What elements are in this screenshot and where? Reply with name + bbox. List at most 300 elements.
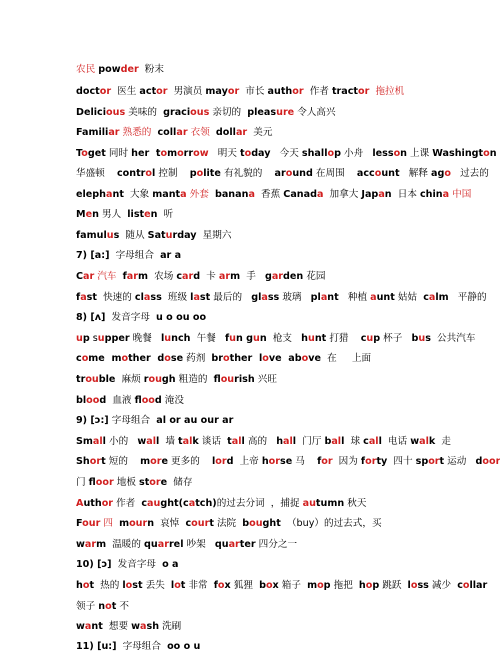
text-segment: 的过去分词 ，捕捉 bbox=[216, 498, 303, 509]
text-segment: Sh bbox=[76, 456, 90, 467]
text-segment: c bbox=[423, 292, 429, 303]
text-segment: doll bbox=[215, 127, 236, 138]
text-segment: ou bbox=[249, 518, 263, 529]
text-segment: cl bbox=[134, 292, 144, 303]
text-segment: sh bbox=[146, 621, 160, 632]
text-segment: se bbox=[170, 353, 184, 364]
text-segment: 领子 bbox=[76, 601, 99, 612]
text-segment: 外套 bbox=[186, 189, 215, 200]
text-segment: a bbox=[84, 621, 92, 632]
text-segment: ve ab bbox=[268, 353, 302, 364]
text-segment: t bbox=[89, 580, 95, 591]
text-segment: （buy）的过去式，买 bbox=[280, 518, 382, 529]
text-segment: w bbox=[410, 436, 420, 447]
text-segment: a bbox=[428, 292, 436, 303]
text-segment: u bbox=[165, 230, 173, 241]
text-segment: 今天 bbox=[270, 148, 302, 159]
text-segment: fl bbox=[134, 395, 142, 406]
text-segment: 午餐 bbox=[190, 333, 225, 344]
text-segment: or bbox=[227, 86, 240, 97]
text-segment: nt bbox=[314, 333, 327, 344]
text-segment: p bbox=[323, 580, 331, 591]
text-segment: c bbox=[363, 436, 369, 447]
text-segment: ow bbox=[193, 148, 209, 159]
text-segment: p bbox=[372, 580, 380, 591]
text-segment: Washingt bbox=[432, 148, 484, 159]
section-heading-text: 8) [ʌ] bbox=[76, 312, 106, 323]
text-segment: al bbox=[146, 436, 156, 447]
text-segment: 姑姑 bbox=[394, 292, 424, 303]
text-segment: t bbox=[240, 148, 245, 159]
text-line bbox=[76, 476, 480, 489]
text-segment: ar bbox=[157, 539, 169, 550]
text-segment: o bbox=[145, 168, 153, 179]
text-segment: 班级 bbox=[161, 292, 191, 303]
text-segment: t bbox=[439, 456, 445, 467]
text-segment: unt bbox=[381, 168, 400, 179]
text-segment: 快速的 bbox=[96, 292, 135, 303]
text-segment: 上课 bbox=[407, 148, 433, 159]
text-segment: rr bbox=[183, 148, 194, 159]
text-segment: au bbox=[302, 498, 316, 509]
text-segment: u o ou oo bbox=[156, 312, 207, 323]
text-segment: l bbox=[241, 436, 245, 447]
text-segment: Sat bbox=[147, 230, 166, 241]
text-segment: o bbox=[285, 168, 293, 179]
text-segment: o bbox=[410, 580, 418, 591]
text-segment: 市长 bbox=[239, 86, 268, 97]
text-segment: may bbox=[205, 86, 228, 97]
text-segment: Delici bbox=[76, 107, 107, 118]
text-segment: d bbox=[226, 456, 234, 467]
text-segment: 墙 bbox=[159, 436, 179, 447]
text-segment: Jap bbox=[361, 189, 379, 200]
text-line bbox=[76, 373, 480, 386]
text-segment: x bbox=[224, 580, 231, 591]
text-segment: 熟悉的 bbox=[119, 127, 158, 138]
text-segment: shall bbox=[301, 148, 328, 159]
text-segment: tumn bbox=[315, 498, 345, 509]
text-segment: A bbox=[76, 498, 84, 509]
text-segment: 花园 bbox=[303, 271, 326, 282]
text-segment: pow bbox=[98, 64, 121, 75]
text-segment: fl bbox=[88, 477, 96, 488]
text-segment: 字母组合 bbox=[109, 250, 161, 261]
text-segment: der bbox=[120, 64, 139, 75]
text-segment: n bbox=[147, 518, 155, 529]
text-segment: 四十 bbox=[387, 456, 416, 467]
text-segment: tract bbox=[331, 86, 359, 97]
text-segment: o bbox=[174, 580, 181, 591]
text-segment: u bbox=[366, 333, 374, 344]
text-segment: 作者 bbox=[113, 498, 142, 509]
text-segment: 上帝 bbox=[233, 456, 262, 467]
text-segment: f bbox=[76, 292, 81, 303]
text-segment: Canad bbox=[283, 189, 317, 200]
text-segment: 字母组合 bbox=[108, 415, 157, 426]
text-segment: l bbox=[161, 333, 165, 344]
text-line bbox=[76, 538, 480, 551]
text-segment: 法院 bbox=[213, 518, 243, 529]
text-segment: sp bbox=[415, 456, 429, 467]
text-segment: oor bbox=[482, 456, 500, 467]
text-segment: 温暖的 bbox=[106, 539, 145, 550]
text-segment: 短的 bbox=[105, 456, 141, 467]
text-segment: f bbox=[122, 271, 127, 282]
text-segment: o bbox=[327, 148, 335, 159]
text-segment: l bbox=[102, 436, 106, 447]
text-segment: br bbox=[211, 353, 224, 364]
text-segment: o bbox=[164, 353, 171, 364]
text-segment: ther l bbox=[229, 353, 263, 364]
text-segment: oor bbox=[95, 477, 114, 488]
text-segment: 卡 bbox=[200, 271, 219, 282]
text-segment: coll bbox=[157, 127, 177, 138]
text-segment: 马 bbox=[292, 456, 318, 467]
text-segment: au bbox=[147, 498, 161, 509]
text-segment: our bbox=[82, 518, 101, 529]
text-segment: ar bbox=[108, 127, 120, 138]
text-segment: o bbox=[81, 353, 89, 364]
text-segment: p bbox=[373, 333, 381, 344]
text-segment: a bbox=[261, 292, 268, 303]
text-segment: t bbox=[111, 601, 117, 612]
text-segment: or bbox=[150, 456, 162, 467]
text-segment: n bbox=[259, 333, 267, 344]
text-segment: o bbox=[393, 148, 401, 159]
text-line bbox=[76, 558, 480, 571]
text-segment: ght(c bbox=[160, 498, 189, 509]
text-segment: 大象 bbox=[123, 189, 153, 200]
text-segment: 想要 bbox=[102, 621, 132, 632]
text-segment: u bbox=[253, 333, 260, 344]
text-line bbox=[76, 249, 480, 262]
text-segment: ss bbox=[417, 580, 429, 591]
text-segment: eleph bbox=[76, 189, 106, 200]
text-segment: uth bbox=[83, 498, 102, 509]
text-segment: 明天 bbox=[208, 148, 240, 159]
text-segment: t bbox=[209, 518, 214, 529]
text-segment: w bbox=[76, 621, 85, 632]
text-line bbox=[76, 229, 480, 242]
text-segment: or bbox=[268, 456, 280, 467]
text-segment: a bbox=[143, 292, 151, 303]
text-segment: o bbox=[301, 353, 309, 364]
text-segment: o bbox=[365, 580, 373, 591]
text-segment: l bbox=[122, 580, 126, 591]
text-segment: 血液 bbox=[106, 395, 135, 406]
text-segment: oo o u bbox=[167, 640, 201, 652]
text-segment: 听 bbox=[157, 209, 174, 220]
text-segment: ar bbox=[218, 271, 231, 282]
text-segment: f bbox=[317, 456, 322, 467]
text-segment: 公共汽车 bbox=[430, 333, 476, 344]
text-segment: h bbox=[76, 580, 83, 591]
text-segment: m bbox=[307, 580, 318, 591]
text-segment: 电话 bbox=[381, 436, 411, 447]
text-segment: o a bbox=[162, 559, 179, 570]
text-segment: c bbox=[360, 333, 367, 344]
text-segment: u bbox=[97, 333, 105, 344]
text-segment: 发音字母 bbox=[111, 559, 163, 570]
text-segment: 控制 bbox=[155, 168, 190, 179]
text-segment: st bbox=[139, 477, 150, 488]
text-segment: a bbox=[106, 189, 113, 200]
text-segment: o bbox=[125, 580, 133, 591]
text-segment: ar bbox=[84, 539, 97, 550]
text-segment: den bbox=[283, 271, 304, 282]
text-segment: 星期六 bbox=[196, 230, 232, 241]
text-segment: 农民 bbox=[76, 64, 96, 75]
text-segment: 减少 bbox=[428, 580, 458, 591]
text-segment: nt bbox=[327, 292, 339, 303]
text-segment: or bbox=[99, 86, 112, 97]
text-segment: al or au our ar bbox=[156, 415, 234, 426]
text-segment: se bbox=[280, 456, 293, 467]
text-segment: 兴旺 bbox=[254, 374, 277, 385]
text-segment: or bbox=[101, 498, 114, 509]
text-segment: 医生 bbox=[111, 86, 140, 97]
text-segment: 衣领 bbox=[187, 127, 216, 138]
text-segment: me m bbox=[88, 353, 122, 364]
section-heading-text: 11) [u:] bbox=[76, 640, 117, 652]
text-segment: c bbox=[141, 498, 148, 509]
text-line bbox=[76, 497, 480, 510]
text-segment: or bbox=[321, 456, 333, 467]
text-segment: our bbox=[129, 518, 148, 529]
text-segment: a bbox=[320, 292, 328, 303]
text-segment: our bbox=[191, 518, 210, 529]
text-segment: 手 bbox=[240, 271, 265, 282]
text-segment: 随从 bbox=[119, 230, 148, 241]
text-segment: or bbox=[149, 477, 161, 488]
text-segment: e bbox=[160, 477, 168, 488]
text-segment: 玻璃 bbox=[279, 292, 311, 303]
text-segment: o bbox=[160, 148, 168, 159]
text-segment: ar bbox=[228, 539, 240, 550]
text-segment: r bbox=[143, 374, 149, 385]
text-segment: M bbox=[76, 209, 86, 220]
text-segment: st bbox=[199, 292, 211, 303]
text-segment: x bbox=[272, 580, 279, 591]
text-segment: 亲切的 bbox=[209, 107, 248, 118]
text-segment: t bbox=[101, 456, 106, 467]
text-line bbox=[76, 455, 500, 468]
text-segment: l bbox=[156, 436, 160, 447]
text-segment: 美味的 bbox=[125, 107, 164, 118]
text-segment: 加拿大 bbox=[323, 189, 362, 200]
text-segment: doct bbox=[76, 86, 100, 97]
text-segment: p bbox=[334, 148, 341, 159]
text-segment: or bbox=[156, 86, 168, 97]
text-segment: or bbox=[365, 456, 377, 467]
text-segment: a bbox=[193, 292, 200, 303]
text-segment: mant bbox=[152, 189, 181, 200]
text-segment: 粉末 bbox=[138, 64, 164, 75]
text-segment: Sm bbox=[76, 436, 93, 447]
text-segment: o bbox=[265, 580, 273, 591]
text-segment: rish bbox=[234, 374, 255, 385]
text-segment: 谈话 bbox=[198, 436, 228, 447]
text-segment: or bbox=[358, 86, 370, 97]
text-segment: nt bbox=[112, 189, 124, 200]
text-segment: c bbox=[176, 271, 183, 282]
text-segment: w bbox=[131, 621, 140, 632]
text-segment: m bbox=[96, 539, 107, 550]
text-segment: w bbox=[137, 436, 147, 447]
text-segment: ar bbox=[126, 271, 139, 282]
text-segment: c bbox=[76, 353, 82, 364]
text-segment: 不 bbox=[116, 601, 129, 612]
text-line bbox=[76, 147, 497, 160]
text-segment: u bbox=[76, 333, 83, 344]
text-segment: lite bbox=[203, 168, 221, 179]
text-segment: 淹没 bbox=[161, 395, 184, 406]
text-line bbox=[76, 640, 480, 653]
text-segment: d bbox=[99, 395, 107, 406]
text-segment: qu bbox=[144, 539, 158, 550]
text-segment: l bbox=[152, 168, 156, 179]
text-segment: ag bbox=[430, 168, 445, 179]
text-segment: ure bbox=[276, 107, 295, 118]
text-segment: e bbox=[161, 456, 168, 467]
text-segment: al bbox=[368, 436, 379, 447]
text-segment: tr bbox=[76, 374, 86, 385]
text-line bbox=[76, 620, 480, 633]
text-segment: T bbox=[76, 148, 82, 159]
text-segment: a bbox=[378, 189, 385, 200]
text-segment: ght bbox=[262, 518, 281, 529]
text-line bbox=[76, 63, 480, 76]
text-segment: ar bbox=[83, 271, 95, 282]
text-segment: pper bbox=[104, 333, 130, 344]
text-segment: o bbox=[244, 148, 252, 159]
text-segment: ar bbox=[182, 271, 194, 282]
text-segment: 男演员 bbox=[167, 86, 206, 97]
text-segment: n bbox=[489, 148, 497, 159]
text-segment: o bbox=[444, 168, 451, 179]
text-segment: or bbox=[428, 456, 440, 467]
text-segment: e bbox=[144, 209, 151, 220]
text-segment: l bbox=[170, 580, 175, 591]
text-line bbox=[76, 106, 480, 119]
text-segment: o bbox=[262, 353, 269, 364]
text-segment: 美元 bbox=[247, 127, 273, 138]
text-segment: 日本 bbox=[391, 189, 420, 200]
text-line bbox=[76, 517, 480, 530]
text-segment: a bbox=[180, 189, 187, 200]
text-segment: m bbox=[140, 456, 151, 467]
text-segment: 同时 bbox=[105, 148, 132, 159]
text-segment: 农场 bbox=[148, 271, 177, 282]
text-line bbox=[76, 435, 480, 448]
text-segment: h bbox=[276, 436, 284, 447]
text-segment: 洗刷 bbox=[159, 621, 182, 632]
text-segment: o bbox=[223, 353, 230, 364]
text-segment: 储存 bbox=[167, 477, 193, 488]
text-segment: s bbox=[89, 333, 98, 344]
text-line bbox=[76, 85, 480, 98]
text-segment: n bbox=[150, 209, 158, 220]
text-segment: k bbox=[428, 436, 436, 447]
text-segment: bl bbox=[76, 395, 87, 406]
text-segment: qu bbox=[214, 539, 229, 550]
text-segment: al bbox=[231, 436, 242, 447]
text-segment: ss bbox=[150, 292, 162, 303]
text-segment: 作者 bbox=[303, 86, 332, 97]
text-segment: rday bbox=[172, 230, 197, 241]
text-segment: a bbox=[370, 292, 377, 303]
text-segment: a bbox=[442, 189, 450, 200]
text-segment: less bbox=[372, 148, 394, 159]
text-segment: 小舟 bbox=[340, 148, 373, 159]
text-segment: 杯子 bbox=[380, 333, 412, 344]
text-segment: o bbox=[483, 148, 490, 159]
text-segment: her t bbox=[131, 148, 161, 159]
text-segment: s bbox=[113, 230, 120, 241]
text-segment: ther d bbox=[128, 353, 165, 364]
text-segment: act bbox=[139, 86, 157, 97]
text-segment: u bbox=[164, 333, 172, 344]
text-segment: n bbox=[98, 601, 106, 612]
text-segment: unt bbox=[376, 292, 395, 303]
text-segment: f bbox=[213, 580, 218, 591]
text-segment: o bbox=[196, 168, 204, 179]
text-segment: h bbox=[261, 456, 269, 467]
text-segment: al bbox=[182, 436, 193, 447]
text-segment: 打猎 bbox=[326, 333, 361, 344]
text-segment: auth bbox=[267, 86, 293, 97]
text-segment: nt bbox=[91, 621, 103, 632]
text-segment: o bbox=[177, 148, 184, 159]
text-segment: 香蕉 bbox=[254, 189, 284, 200]
text-segment: b bbox=[242, 518, 250, 529]
text-segment: gh bbox=[161, 374, 176, 385]
text-segment: al bbox=[283, 436, 293, 447]
text-segment: contr bbox=[116, 168, 146, 179]
text-segment: gl bbox=[251, 292, 262, 303]
text-segment: 拖把 bbox=[330, 580, 359, 591]
text-segment: ou bbox=[220, 374, 235, 385]
text-segment: n bbox=[384, 189, 392, 200]
text-line bbox=[76, 291, 487, 304]
text-segment: pl bbox=[310, 292, 321, 303]
text-segment: 平静的 bbox=[448, 292, 487, 303]
text-segment: 非常 bbox=[185, 580, 214, 591]
text-segment: ous bbox=[106, 107, 126, 118]
text-segment: fl bbox=[213, 374, 221, 385]
text-segment: famul bbox=[76, 230, 107, 241]
text-line bbox=[76, 208, 480, 221]
text-segment: 麻烦 bbox=[115, 374, 144, 385]
text-segment: 在 上面 bbox=[321, 353, 372, 364]
text-line bbox=[76, 167, 489, 180]
text-line bbox=[76, 332, 480, 345]
text-segment: 箱子 bbox=[278, 580, 308, 591]
text-segment: l bbox=[407, 580, 411, 591]
text-segment: 吵架 bbox=[183, 539, 215, 550]
text-segment: ou bbox=[85, 374, 99, 385]
text-segment: a bbox=[80, 292, 87, 303]
text-line bbox=[76, 579, 488, 592]
text-segment: b bbox=[411, 333, 419, 344]
text-segment: ar bbox=[176, 127, 188, 138]
text-segment: 秋天 bbox=[344, 498, 367, 509]
text-segment: m bbox=[167, 148, 178, 159]
text-segment: m bbox=[138, 271, 149, 282]
text-segment: c bbox=[457, 580, 463, 591]
text-line bbox=[76, 311, 480, 324]
